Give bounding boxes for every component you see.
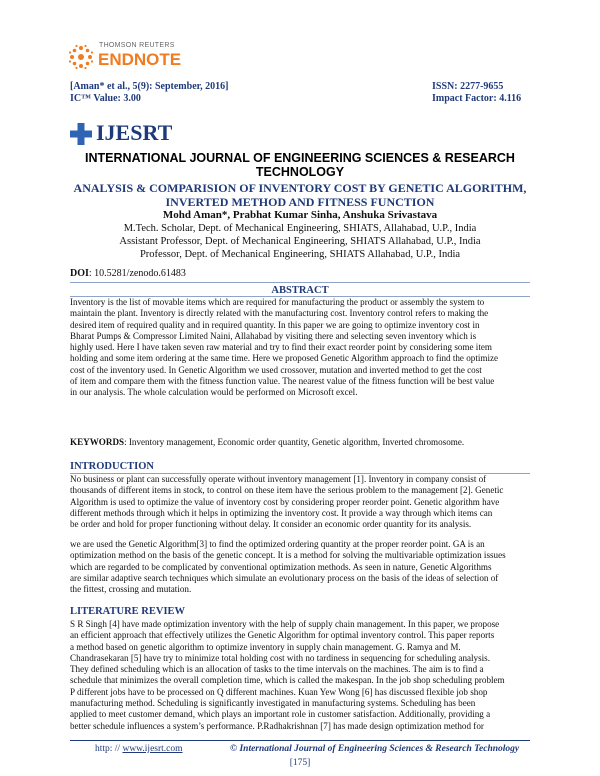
affiliation: Assistant Professor, Dept. of Mechanical Engineering, SHIATS Allahabad, U.P., India [119, 236, 481, 247]
introduction-heading: INTRODUCTION [70, 461, 155, 472]
website-link[interactable]: www.ijesrt.com [122, 744, 183, 754]
introduction-para-1 [70, 474, 530, 530]
text-line: be order and hold for proper functioning without delay. It consider an economic order quantity for its analysis. [70, 519, 472, 530]
text-line: an efficient approach that effectively utilizes the Genetic Algorithm for optimal inventory control. This paper reports [70, 630, 495, 641]
text-line: better schedule influences a system’s performance. P.Radhakrishnan [7] has made design optimization method for [70, 720, 484, 731]
text-line: Inventory is the list of movable items which are required for manufacturing the product or assembly the system to [70, 297, 485, 307]
affiliation: Professor, Dept. of Mechanical Engineering, SHIATS Allahabad, U.P., India [139, 249, 461, 260]
text-line: applied to meet customer demand, which plays an important role in customer satisfaction. Additionally, providing a [70, 709, 491, 720]
text-line: of item and compare them with the fitness function value. The nearest value of the fitness function will be best value [70, 376, 495, 387]
text-line: in our analysis. The whole calculation would be performed on Microsoft excel. [70, 387, 358, 398]
text-line: S R Singh [4] have made optimization inventory with the help of supply chain management. In this paper, we propose [70, 619, 500, 629]
ic-value: IC™ Value: 3.00 [70, 93, 141, 104]
text-line: No business or plant can successfully operate without inventory management [1]. Inventory in company consist of [70, 474, 487, 484]
text-line: manufacturing method. Scheduling is significantly investigated in manufacturing systems. Scheduling has been [70, 698, 476, 709]
text-line: different methods through which it helps in optimizing the inventory cost. It provide a way through which items can [70, 507, 493, 518]
text-line: P different jobs have to be processed on Q different machines. Kuan Yew Wong [6] has discussed flexible job shop [70, 686, 488, 697]
text-line: Algorithm is used to optimize the value of inventory cost by considering proper reorder point. Genetic algorithm have [70, 496, 500, 507]
logo-top-text: THOMSON REUTERS [99, 42, 175, 49]
text-line: highly used. Here I have taken seven raw material and try to find their exact reorder point by considering some item [70, 342, 492, 353]
footer-divider [70, 740, 530, 741]
literature-heading: LITERATURE REVIEW [70, 606, 186, 617]
text-line: we are used the Genetic Algorithm[3] to find the optimized ordering quantity at the proper reorder point. GA is an [70, 539, 485, 549]
paper-title [70, 181, 530, 209]
introduction-para-2 [70, 539, 530, 595]
impact-factor: Impact Factor: 4.116 [432, 93, 522, 104]
issn: ISSN: 2277-9655 [432, 81, 504, 92]
text-line: Chandrasekaran [5] have try to minimize total holding cost with no tardiness in sequencing for scheduling analysis. [70, 652, 490, 663]
keywords-text: : Inventory management, Economic order quantity, Genetic algorithm, Inverted chromosome. [124, 437, 465, 447]
doi-label: DOI [70, 268, 89, 279]
text-line: holding and some item ordering at the same time. Here we proposed Genetic Algorithm approach to find the optimize [70, 353, 499, 364]
citation: [Aman* et al., 5(9): September, 2016] [70, 81, 229, 92]
footer-copyright: © International Journal of Engineering Sciences & Research Technology [230, 744, 520, 754]
text-line: a method based on genetic algorithm to optimize inventory in supply chain management. G. Ramya and M. [70, 641, 461, 652]
text-line: the fittest, crossing and mutation. [70, 584, 192, 595]
journal-title-line: INTERNATIONAL JOURNAL OF ENGINEERING SCIENCES & RESEARCH [85, 151, 515, 165]
plus-icon [70, 123, 92, 145]
brand-name: IJESRT [96, 120, 173, 145]
url-prefix: http: // [95, 744, 123, 754]
text-line: which are regarded to be complicated by conventional optimization methods. As seen in nature, Genetic Algorithms [70, 561, 492, 572]
paper-title-line: INVERTED METHOD AND FITNESS FUNCTION [165, 195, 435, 209]
paper-title-line: ANALYSIS & COMPARISION OF INVENTORY COST BY GENETIC ALGORITHM, [73, 181, 527, 195]
text-line: cost of the inventory used. In Genetic Algorithm we used crossover, mutation and inverted method to get the cost [70, 364, 482, 375]
doi-value[interactable]: : 10.5281/zenodo.61483 [88, 268, 186, 279]
abstract-heading: ABSTRACT [271, 285, 329, 296]
text-line: thousands of different items in stock, to control on these item have the serious problem to the management [2]. Genetic [70, 485, 504, 496]
text-line: Bharat Pumps & Compressor Limited Naini, Allahabad by visiting there and selecting seven inventory which is [70, 330, 477, 341]
page-number: [175] [289, 758, 311, 768]
text-line: schedule that minimizes the overall completion time, which is called the makespan. In the job shop scheduling problem [70, 675, 505, 686]
journal-title [70, 151, 530, 179]
keywords-label: KEYWORDS [70, 437, 125, 447]
affiliation: M.Tech. Scholar, Dept. of Mechanical Engineering, SHIATS, Allahabad, U.P., India [123, 223, 477, 234]
authors: Mohd Aman*, Prabhat Kumar Sinha, Anshuka Srivastava [162, 209, 438, 221]
doi [70, 268, 186, 279]
text-line: maintain the plant. Inventory is directly related with the manufacturing cost. Inventory control refers to making the [70, 308, 489, 319]
keywords [70, 437, 530, 448]
literature-body [70, 619, 530, 732]
text-line: optimization method on the basis of the genetic concept. It is a method for solving the multivariable optimization issues [70, 550, 506, 561]
footer-url [95, 744, 183, 754]
endnote-logo [68, 40, 198, 72]
divider [70, 282, 530, 283]
journal-title-line: TECHNOLOGY [255, 165, 345, 179]
thomson-reuters-dot-icon [68, 44, 94, 70]
text-line: They defined scheduling which is an allocation of tasks to the time intervals on the machines. The aim is to find a [70, 664, 484, 675]
logo-bottom-text: ENDNOTE [98, 50, 182, 69]
text-line: are similar adaptive search techniques which simulate an evolutionary process on the basis of the ideas of selection of [70, 572, 499, 583]
abstract-body [70, 297, 530, 399]
text-line: desired item of required quality and in required quantity. In this paper we are going to optimize inventory cost in [70, 319, 480, 330]
